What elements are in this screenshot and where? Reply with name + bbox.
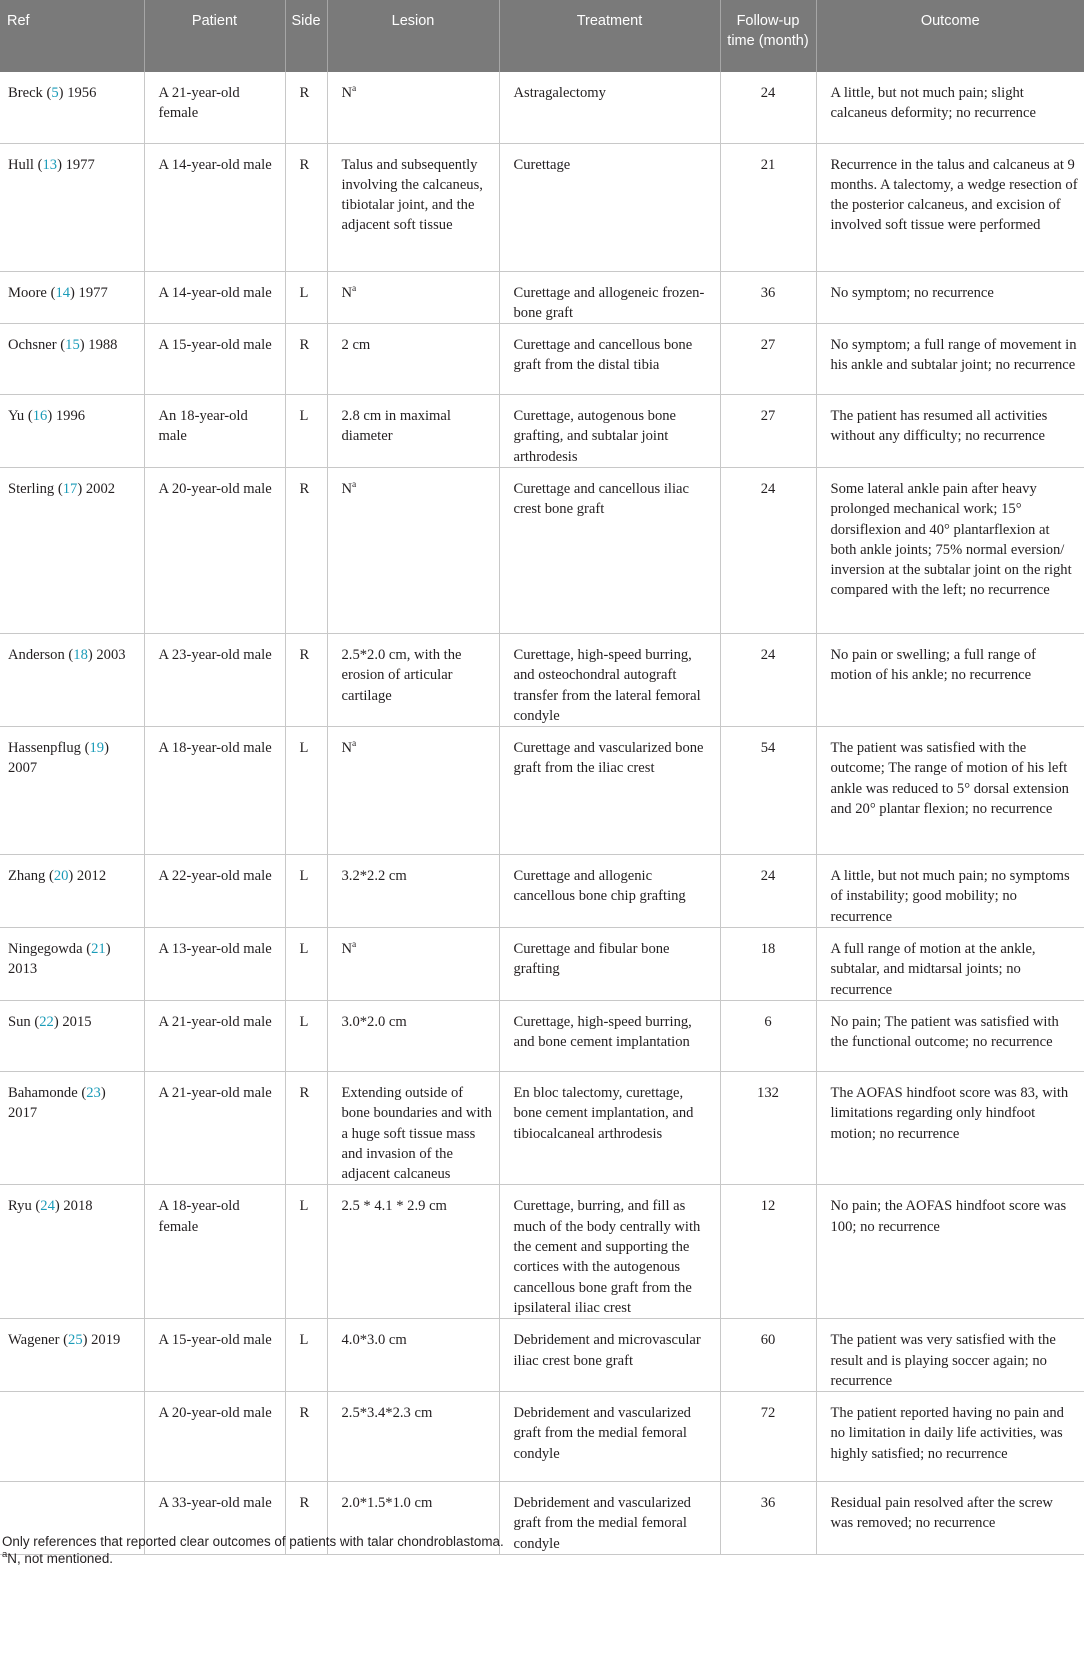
ref-year: 2013 bbox=[8, 961, 38, 978]
treatment-cell: Curettage, autogenous bone grafting, and subtalar joint arthrodesis bbox=[499, 395, 720, 468]
header-side: Side bbox=[285, 0, 327, 72]
lesion-text: N bbox=[341, 941, 353, 958]
lesion-text: 3.0*2.0 cm bbox=[341, 1013, 407, 1030]
ref-year: 1977 bbox=[65, 156, 95, 173]
treatment-cell: Debridement and microvascular iliac crest bone graft bbox=[499, 1319, 720, 1392]
ref-author: Hassenpflug bbox=[8, 740, 81, 757]
outcome-cell: A little, but not much pain; no symptoms of instability; good mobility; no recurrence bbox=[816, 855, 1084, 928]
citation-link[interactable]: 20 bbox=[53, 868, 69, 885]
ref-cell: Ryu (24) 2018 bbox=[0, 1185, 144, 1319]
lesion-text: N bbox=[341, 284, 353, 301]
footnote-marker: a bbox=[352, 479, 357, 490]
citation-link[interactable]: 23 bbox=[86, 1084, 101, 1101]
ref-year: 1988 bbox=[88, 337, 118, 354]
lesion-text: 3.2*2.2 cm bbox=[341, 868, 407, 885]
patient-cell: A 14-year-old male bbox=[144, 271, 285, 324]
patient-cell: A 21-year-old male bbox=[144, 1071, 285, 1184]
ref-author: Ningegowda bbox=[8, 941, 83, 958]
table-row bbox=[0, 1392, 1084, 1482]
lesion-cell bbox=[327, 271, 499, 324]
side-cell: R bbox=[285, 633, 327, 726]
ref-year: 2002 bbox=[85, 480, 116, 497]
ref-cell: Hull (13) 1977 bbox=[0, 143, 144, 271]
lesion-cell bbox=[327, 467, 499, 633]
ref-cell: Anderson (18) 2003 bbox=[0, 633, 144, 726]
table-row bbox=[0, 1000, 1084, 1071]
side-cell: R bbox=[285, 1482, 327, 1555]
treatment-cell: Curettage and cancellous bone graft from the distal tibia bbox=[499, 324, 720, 395]
patient-cell: A 20-year-old male bbox=[144, 467, 285, 633]
citation-link[interactable]: 13 bbox=[42, 156, 58, 173]
ref-author: Zhang bbox=[8, 868, 46, 885]
patient-cell: A 15-year-old male bbox=[144, 1319, 285, 1392]
lesion-text: 2 cm bbox=[341, 337, 371, 354]
header-outcome: Outcome bbox=[816, 0, 1084, 72]
ref-cell bbox=[0, 1392, 144, 1482]
ref-cell: Sun (22) 2015 bbox=[0, 1000, 144, 1071]
table-row bbox=[0, 1071, 1084, 1184]
lesion-cell bbox=[327, 1000, 499, 1071]
ref-year: 2003 bbox=[96, 646, 126, 663]
ref-author: Hull bbox=[8, 156, 34, 173]
lesion-cell bbox=[327, 633, 499, 726]
outcome-cell: The patient has resumed all activities without any difficulty; no recurrence bbox=[816, 395, 1084, 468]
side-cell: L bbox=[285, 855, 327, 928]
treatment-cell: Curettage and allogeneic frozen-bone graft bbox=[499, 271, 720, 324]
side-cell: L bbox=[285, 395, 327, 468]
patient-cell: A 20-year-old male bbox=[144, 1392, 285, 1482]
footnote-marker: a bbox=[352, 940, 357, 951]
citation-link[interactable]: 19 bbox=[89, 740, 105, 757]
outcome-cell: Residual pain resolved after the screw was removed; no recurrence bbox=[816, 1482, 1084, 1555]
ref-author: Yu bbox=[8, 408, 25, 425]
ref-year: 1977 bbox=[78, 284, 108, 301]
ref-cell: Wagener (25) 2019 bbox=[0, 1319, 144, 1392]
treatment-cell: Curettage, burring, and fill as much of the body centrally with the cement and supporting the cortices with the autogenous cancellous bone graft from the ipsilateral iliac crest bbox=[499, 1185, 720, 1319]
citation-link[interactable]: 16 bbox=[32, 408, 48, 425]
treatment-cell: Curettage and vascularized bone graft from the iliac crest bbox=[499, 727, 720, 855]
table-row bbox=[0, 928, 1084, 1001]
header-treatment: Treatment bbox=[499, 0, 720, 72]
ref-author: Breck bbox=[8, 85, 43, 101]
side-cell: R bbox=[285, 143, 327, 271]
lesion-text: N bbox=[341, 85, 353, 101]
followup-cell: 18 bbox=[720, 928, 816, 1001]
side-cell: L bbox=[285, 1000, 327, 1071]
table-row bbox=[0, 324, 1084, 395]
footnote-text: N, not mentioned. bbox=[7, 1551, 113, 1566]
patient-cell: A 21-year-old male bbox=[144, 1000, 285, 1071]
followup-cell: 6 bbox=[720, 1000, 816, 1071]
citation-link[interactable]: 24 bbox=[40, 1198, 55, 1215]
header-followup: Follow-up time (month) bbox=[720, 0, 816, 72]
citation-link[interactable]: 14 bbox=[55, 284, 71, 301]
ref-author: Bahamonde bbox=[8, 1084, 78, 1101]
patient-cell: An 18-year-old male bbox=[144, 395, 285, 468]
table-row bbox=[0, 143, 1084, 271]
lesion-text: 2.5*3.4*2.3 cm bbox=[341, 1405, 433, 1422]
footnote-marker: a bbox=[352, 84, 357, 94]
citation-link[interactable]: 5 bbox=[51, 85, 59, 101]
followup-cell: 24 bbox=[720, 633, 816, 726]
header-row bbox=[0, 0, 1084, 72]
lesion-text: N bbox=[341, 480, 353, 497]
patient-cell: A 13-year-old male bbox=[144, 928, 285, 1001]
ref-cell: Zhang (20) 2012 bbox=[0, 855, 144, 928]
lesion-text: 2.8 cm in maximal diameter bbox=[341, 408, 451, 445]
ref-author: Sterling bbox=[8, 480, 55, 497]
treatment-cell: Astragalectomy bbox=[499, 72, 720, 143]
outcome-cell: Some lateral ankle pain after heavy prolonged mechanical work; 15° dorsiflexion and 40° plantarflexion at both ankle joints; 75% normal eversion/ inversion at the subtalar joint on the right compared with the left; no recurrence bbox=[816, 467, 1084, 633]
table-row bbox=[0, 855, 1084, 928]
table-row bbox=[0, 395, 1084, 468]
citation-link[interactable]: 17 bbox=[62, 480, 78, 497]
citation-link[interactable]: 18 bbox=[73, 646, 88, 663]
ref-author: Ryu bbox=[8, 1198, 32, 1215]
lesion-text: Talus and subsequently involving the calcaneus, tibiotalar joint, and the adjacent soft tissue bbox=[341, 156, 483, 234]
side-cell: R bbox=[285, 324, 327, 395]
followup-cell: 36 bbox=[720, 1482, 816, 1555]
footnote-marker: a bbox=[352, 283, 357, 294]
side-cell: L bbox=[285, 928, 327, 1001]
patient-cell: A 18-year-old female bbox=[144, 1185, 285, 1319]
outcome-cell: No symptom; a full range of movement in his ankle and subtalar joint; no recurrence bbox=[816, 324, 1084, 395]
outcome-cell: The patient was very satisfied with the result and is playing soccer again; no recurrence bbox=[816, 1319, 1084, 1392]
followup-cell: 132 bbox=[720, 1071, 816, 1184]
citation-link[interactable]: 25 bbox=[68, 1332, 83, 1349]
patient-cell: A 33-year-old male bbox=[144, 1482, 285, 1555]
outcome-cell: The AOFAS hindfoot score was 83, with limitations regarding only hindfoot motion; no recurrence bbox=[816, 1071, 1084, 1184]
treatment-cell: Curettage and allogenic cancellous bone chip grafting bbox=[499, 855, 720, 928]
ref-cell: Yu (16) 1996 bbox=[0, 395, 144, 468]
ref-author: Sun bbox=[8, 1013, 31, 1030]
ref-cell: Ningegowda (21) 2013 bbox=[0, 928, 144, 1001]
ref-year: 2012 bbox=[76, 868, 107, 885]
followup-cell: 24 bbox=[720, 855, 816, 928]
ref-cell: Breck (5) 1956 bbox=[0, 72, 144, 143]
followup-cell: 24 bbox=[720, 72, 816, 143]
ref-cell: Sterling (17) 2002 bbox=[0, 467, 144, 633]
outcome-cell: Recurrence in the talus and calcaneus at 9 months. A talectomy, a wedge resection of the posterior calcaneus, and excision of involved soft tissue were performed bbox=[816, 143, 1084, 271]
patient-cell: A 23-year-old male bbox=[144, 633, 285, 726]
lesion-cell bbox=[327, 1392, 499, 1482]
patient-cell: A 15-year-old male bbox=[144, 324, 285, 395]
table-row bbox=[0, 633, 1084, 726]
treatment-cell: Debridement and vascularized graft from the medial femoral condyle bbox=[499, 1482, 720, 1555]
lesion-cell bbox=[327, 1185, 499, 1319]
lesion-text: 2.5 * 4.1 * 2.9 cm bbox=[341, 1198, 447, 1215]
citation-link[interactable]: 22 bbox=[39, 1013, 54, 1030]
treatment-cell: Curettage bbox=[499, 143, 720, 271]
lesion-cell bbox=[327, 928, 499, 1001]
ref-cell: Hassenpflug (19) 2007 bbox=[0, 727, 144, 855]
outcome-cell: No pain; the AOFAS hindfoot score was 100; no recurrence bbox=[816, 1185, 1084, 1319]
lesion-cell bbox=[327, 727, 499, 855]
ref-author: Ochsner bbox=[8, 337, 57, 354]
lesion-text: 4.0*3.0 cm bbox=[341, 1332, 407, 1349]
lesion-text: N bbox=[341, 740, 353, 757]
followup-cell: 36 bbox=[720, 271, 816, 324]
patient-cell: A 22-year-old male bbox=[144, 855, 285, 928]
patient-cell: A 14-year-old male bbox=[144, 143, 285, 271]
abbreviation-footnote bbox=[2, 1550, 113, 1568]
outcome-cell: A full range of motion at the ankle, subtalar, and midtarsal joints; no recurrence bbox=[816, 928, 1084, 1001]
lesion-cell bbox=[327, 143, 499, 271]
side-cell: R bbox=[285, 72, 327, 143]
followup-cell: 21 bbox=[720, 143, 816, 271]
side-cell: L bbox=[285, 1185, 327, 1319]
treatment-cell: En bloc talectomy, curettage, bone cement implantation, and tibiocalcaneal arthrodesis bbox=[499, 1071, 720, 1184]
side-cell: R bbox=[285, 1071, 327, 1184]
lesion-text: 2.5*2.0 cm, with the erosion of articular cartilage bbox=[341, 646, 462, 704]
treatment-cell: Curettage, high-speed burring, and bone cement implantation bbox=[499, 1000, 720, 1071]
table-row bbox=[0, 1185, 1084, 1319]
treatment-cell: Curettage and fibular bone grafting bbox=[499, 928, 720, 1001]
ref-year: 2018 bbox=[63, 1198, 93, 1215]
ref-author: Moore bbox=[8, 284, 47, 301]
followup-cell: 27 bbox=[720, 395, 816, 468]
outcome-cell: The patient was satisfied with the outcome; The range of motion of his left ankle was reduced to 5° dorsal extension and 20° plantar flexion; no recurrence bbox=[816, 727, 1084, 855]
followup-cell: 54 bbox=[720, 727, 816, 855]
ref-cell: Moore (14) 1977 bbox=[0, 271, 144, 324]
lesion-cell bbox=[327, 1071, 499, 1184]
outcome-cell: No pain or swelling; a full range of motion of his ankle; no recurrence bbox=[816, 633, 1084, 726]
outcome-cell: No symptom; no recurrence bbox=[816, 271, 1084, 324]
side-cell: R bbox=[285, 467, 327, 633]
outcome-cell: The patient reported having no pain and no limitation in daily life activities, was highly satisfied; no recurrence bbox=[816, 1392, 1084, 1482]
citation-link[interactable]: 21 bbox=[91, 941, 106, 958]
ref-cell: Bahamonde (23) 2017 bbox=[0, 1071, 144, 1184]
ref-year: 2007 bbox=[8, 760, 38, 777]
followup-cell: 60 bbox=[720, 1319, 816, 1392]
ref-author: Wagener bbox=[8, 1332, 60, 1349]
followup-cell: 24 bbox=[720, 467, 816, 633]
header-lesion: Lesion bbox=[327, 0, 499, 72]
treatment-cell: Curettage, high-speed burring, and osteochondral autograft transfer from the lateral femoral condyle bbox=[499, 633, 720, 726]
outcome-cell: A little, but not much pain; slight calcaneus deformity; no recurrence bbox=[816, 72, 1084, 143]
ref-year: 1956 bbox=[67, 85, 97, 101]
table-footnote: Only references that reported clear outcomes of patients with talar chondroblastoma. bbox=[2, 1534, 504, 1549]
ref-year: 2019 bbox=[91, 1332, 121, 1349]
table-row bbox=[0, 72, 1084, 143]
table-row bbox=[0, 271, 1084, 324]
ref-year: 2015 bbox=[62, 1013, 92, 1030]
table-row bbox=[0, 727, 1084, 855]
ref-cell: Ochsner (15) 1988 bbox=[0, 324, 144, 395]
lesion-cell bbox=[327, 855, 499, 928]
header-ref: Ref bbox=[0, 0, 144, 72]
treatment-cell: Debridement and vascularized graft from the medial femoral condyle bbox=[499, 1392, 720, 1482]
patient-cell: A 18-year-old male bbox=[144, 727, 285, 855]
ref-year: 1996 bbox=[55, 408, 86, 425]
patient-cell: A 21-year-old female bbox=[144, 72, 285, 143]
lesion-cell bbox=[327, 324, 499, 395]
footnote-marker: a bbox=[352, 739, 357, 750]
side-cell: L bbox=[285, 271, 327, 324]
treatment-cell: Curettage and cancellous iliac crest bone graft bbox=[499, 467, 720, 633]
followup-cell: 27 bbox=[720, 324, 816, 395]
lesion-text: 2.0*1.5*1.0 cm bbox=[341, 1495, 433, 1512]
lesion-text: Extending outside of bone boundaries and with a huge soft tissue mass and invasion of the adjacent calcaneus bbox=[341, 1084, 492, 1183]
header-patient: Patient bbox=[144, 0, 285, 72]
table-row bbox=[0, 467, 1084, 633]
ref-year: 2017 bbox=[8, 1105, 38, 1122]
followup-cell: 12 bbox=[720, 1185, 816, 1319]
followup-cell: 72 bbox=[720, 1392, 816, 1482]
side-cell: L bbox=[285, 1319, 327, 1392]
table-row bbox=[0, 1319, 1084, 1392]
citation-link[interactable]: 15 bbox=[65, 337, 80, 354]
lesion-cell bbox=[327, 72, 499, 143]
side-cell: R bbox=[285, 1392, 327, 1482]
outcome-cell: No pain; The patient was satisfied with the functional outcome; no recurrence bbox=[816, 1000, 1084, 1071]
footnote-marker: a bbox=[2, 1549, 8, 1560]
lesion-cell bbox=[327, 1319, 499, 1392]
lesion-cell bbox=[327, 395, 499, 468]
side-cell: L bbox=[285, 727, 327, 855]
ref-author: Anderson bbox=[8, 646, 65, 663]
